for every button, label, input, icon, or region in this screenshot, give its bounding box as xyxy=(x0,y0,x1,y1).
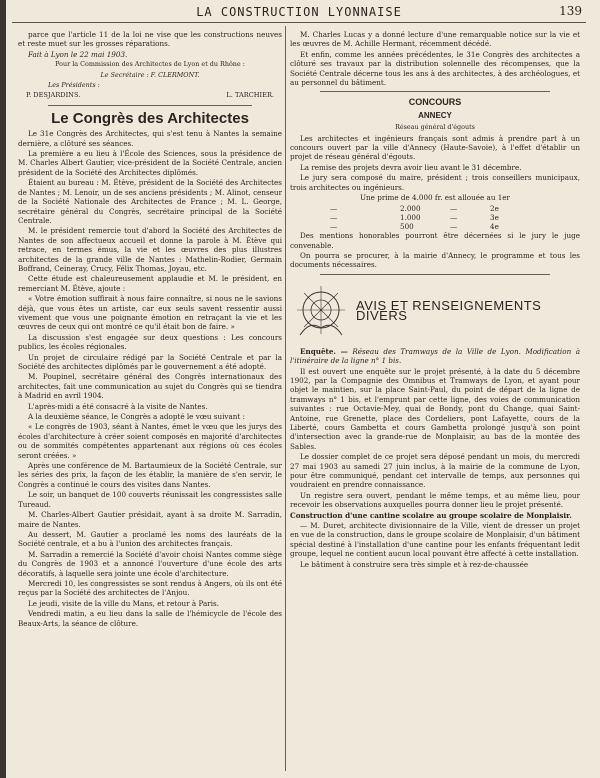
prize-row xyxy=(290,213,580,222)
prize-rank: 4e xyxy=(490,221,499,231)
cantine-paragraph: — M. Duret, architecte divisionnaire de la Ville, vient de dresser un projet en vue de la construction, dans le groupe scolaire de Monplaisir, d'un bâtiment spécial destiné à l'installation d'une cantine pour les enfants fréquentant ledit groupe, lequel ne contient aucun local pouvant être affecté à cette installation. xyxy=(290,521,580,559)
prize-rank: 2e xyxy=(490,203,499,213)
annecy-heading: ANNECY xyxy=(418,110,452,120)
section-rule xyxy=(48,105,252,106)
prize-amount: 2.000 xyxy=(400,203,421,213)
prize-rank: 3e xyxy=(490,212,499,222)
column-divider xyxy=(285,26,286,771)
enquete-title: Réseau des Tramways de la Ville de Lyon. Modification à l'itinéraire de la ligne n° 1 bis. xyxy=(290,346,580,366)
commission-line: Pour la Commission des Architectes de Lyon et du Rhône : xyxy=(55,60,245,69)
dateline: Fait à Lyon le 22 mai 1903. xyxy=(28,49,128,59)
concours-paragraph: Le jury sera composé du maire, président ; trois conseillers municipaux, trois architectes ou ingénieurs. xyxy=(290,173,580,192)
article-paragraph: Étaient au bureau : M. Étève, président de la Société des Architectes de Nantes ; M. Lenoir, un de ses anciens présidents ; M. Alinot, censeur de la Société Nationale des Architectes de France ; M. L. George, secrétaire général du Congrès, secrétaire principal de la Société Centrale. xyxy=(18,178,282,225)
cantine-lead: Construction d'une cantine scolaire au groupe scolaire de Monplaisir. xyxy=(290,510,572,520)
left-column xyxy=(18,30,282,770)
prize-dash: — xyxy=(330,203,338,213)
concours-heading: CONCOURS xyxy=(408,97,462,108)
notice-paragraph: M. Charles Lucas y a donné lecture d'une remarquable notice sur la vie et les œuvres de M. Achille Hermant, récemment décédé. xyxy=(290,30,580,49)
avis-title: AVIS ET RENSEIGNEMENTS DIVERS xyxy=(356,298,542,323)
prize-table xyxy=(290,204,580,232)
prize-amount: 500 xyxy=(400,221,414,231)
concours-paragraph: La remise des projets devra avoir lieu avant le 31 décembre. xyxy=(300,162,522,172)
article-paragraph: M. le président remercie tout d'abord la Société des Architectes de Nantes de son affectueux accueil et donne la parole à M. Étève qui retrace, en termes émus, la vie et les œuvres des plus illustres architectes de la grande ville de Nantes : Mathelin-Rodier, Germain Boffrand, Ceineray, Crucy, Félix Thomas, Joyau, etc. xyxy=(18,226,282,273)
article-paragraph: Mercredi 10, les congressistes se sont rendus à Angers, où ils ont été reçus par la Société des architectes de l'Anjou. xyxy=(18,578,282,598)
intro-paragraph: parce que l'article 11 de la loi ne vise que les constructions neuves et reste muet sur les grosses réparations. xyxy=(18,30,282,49)
article-paragraph: L'après-midi a été consacré à la visite de Nantes. xyxy=(28,401,208,411)
running-header xyxy=(12,0,586,23)
prize-dash2: — xyxy=(450,221,458,231)
presidents-label: Les Présidents : xyxy=(48,81,100,90)
article-paragraph: Un projet de circulaire rédigé par la Société Centrale et par la Société des architectes diplômés par le gouvernement a été adopté. xyxy=(18,352,282,371)
section-rule-2 xyxy=(320,91,550,92)
article-paragraph: La première a eu lieu à l'École des Sciences, sous la présidence de M. Charles Albert Gautier, vice-président de la Société Centrale, ancien président de la Société des Architectes diplômés. xyxy=(18,149,282,177)
prize-dash: — xyxy=(330,221,338,231)
prize-row xyxy=(290,222,580,231)
notice-paragraph: Et enfin, comme les années précédentes, le 31e Congrès des architectes a clôturé ses travaux par la distribution solennelle des récompenses, que la Société Centrale décerne tous les ans à des architectes, à des archéologues, et au personnel du bâtiment. xyxy=(290,49,580,88)
prize-intro: Une prime de 4.000 fr. est allouée au 1er xyxy=(360,193,510,203)
concours-paragraph: On pourra se procurer, à la mairie d'Annecy, le programme et tous les documents nécessaires. xyxy=(290,250,580,270)
article-paragraph: A la deuxième séance, le Congrès a adopté le vœu suivant : xyxy=(28,412,245,422)
enquete-paragraph: Il est ouvert une enquête sur le projet présenté, à la date du 5 décembre 1902, par la Compagnie des Omnibus et Tramways de Lyon, et ayant pour objet le maintien, sur la place Saint-Paul, du point de départ de la ligne de tramways n° 1 bis, et l'emprunt par cette ligne, des voies de communication suivantes : rue Octavie-Mey, quai de Bondy, pont du Change, quai Saint-Antoine, rue Grenette, place des Cordeliers, pont Lafayette, cours de la Liberté, cours Gambetta et cours Gambetta prolongé jusqu'à son point d'intersection avec la grande-rue de Monplaisir, au bas de la montée des Sables. xyxy=(290,366,580,451)
enquete-paragraph: Un registre sera ouvert, pendant le même temps, et au même lieu, pour recevoir les observations auxquelles pourra donner lieu le projet présenté. xyxy=(290,490,580,510)
article-paragraph: « Le congrès de 1903, séant à Nantes, émet le vœu que les jurys des écoles d'architecture à créer soient composés en majorité d'architectes ou de sommités compétentes appartenant aux régions où ces écoles seront créées. » xyxy=(18,422,282,460)
annecy-subheading: Réseau général d'égouts xyxy=(395,123,475,132)
enquete-paragraph: Le dossier complet de ce projet sera déposé pendant un mois, du mercredi 27 mai 1903 au samedi 27 juin inclus, à la mairie de la commune de Lyon, pour être communiqué, pendant cet intervalle de temps, aux personnes qui voudraient en prendre connaissance. xyxy=(290,452,580,490)
enquete-lead: Enquête. — xyxy=(300,346,348,356)
right-column xyxy=(290,30,580,770)
prize-amount: 1.000 xyxy=(400,212,421,222)
avis-banner xyxy=(290,279,580,343)
article-paragraph: « Votre émotion suffirait à nous faire connaître, si nous ne le savions déjà, que vous êtes un artiste, car eux seuls savent ressentir aussi vivement que vous une poignante émotion en retraçant la vie et les œuvres de ceux qui ont montré ce qu'il était bon de faire. » xyxy=(18,294,282,332)
page-number: 139 xyxy=(559,4,582,18)
enquete-paragraph xyxy=(290,347,580,366)
article-paragraph: M. Poupinel, secrétaire général des Congrès internationaux des architectes, fait une communication au sujet du Congrès qui se tiendra à Madrid en avril 1904. xyxy=(18,372,282,401)
concours-paragraph: Les architectes et ingénieurs français sont admis à prendre part à un concours ouvert par la ville d'Annecy (Haute-Savoie), à l'effet d'établir un projet de réseau général d'égouts. xyxy=(290,133,580,162)
prize-dash2: — xyxy=(450,203,458,213)
prize-dash2: — xyxy=(450,212,458,222)
enquete-body xyxy=(290,367,580,510)
prize-dash: — xyxy=(330,212,338,222)
president-2: L. TARCHIER. xyxy=(226,91,274,100)
article-paragraph: Au dessert, M. Gautier a proclamé les noms des lauréats de la Société centrale, et a bu à l'union des architectes français. xyxy=(18,529,282,549)
prize-row xyxy=(290,204,580,213)
secretary-line: Le Secrétaire : F. CLERMONT. xyxy=(100,70,200,79)
concours-paragraph: Des mentions honorables pourront être décernées si le jury le juge convenable. xyxy=(290,231,580,250)
concours-body xyxy=(290,134,580,192)
article-paragraph: Le soir, un banquet de 100 couverts réunissait les congressistes salle Tureaud. xyxy=(18,490,282,509)
binding-edge xyxy=(0,0,6,778)
article-heading: Le Congrès des Architectes xyxy=(51,109,249,127)
cantine-paragraph: Le bâtiment à construire sera très simple et à rez-de-chaussée xyxy=(300,559,529,569)
article-paragraph: Après une conférence de M. Bartaumieux de la Société Centrale, sur les séries des prix, la façon de les établir, la manière de s'en servir, le Congrès a continué le cours des visites dans Nantes. xyxy=(18,461,282,489)
president-1: P. DESJARDINS. xyxy=(26,91,81,100)
article-paragraph: M. Charles-Albert Gautier présidait, ayant à sa droite M. Sarradin, maire de Nantes. xyxy=(18,510,282,529)
ornament-icon xyxy=(290,280,352,342)
presidents-signatures xyxy=(18,91,282,100)
article-paragraph: Cette étude est chaleureusement applaudie et M. le président, en remerciant M. Étève, ajoute : xyxy=(18,274,282,293)
concours-body-2 xyxy=(290,231,580,270)
article-paragraph: Le 31e Congrès des Architectes, qui s'est tenu à Nantes la semaine dernière, a clôturé ses séances. xyxy=(18,129,282,148)
article-paragraph: Vendredi matin, a eu lieu dans la salle de l'hémicycle de l'école des Beaux-Arts, la séance de clôture. xyxy=(18,609,282,628)
article-paragraph: M. Sarradin a remercié la Société d'avoir choisi Nantes comme siège du Congrès de 1903 et a annoncé l'ouverture d'une école des arts décoratifs, à laquelle sera jointe une école d'architecture. xyxy=(18,549,282,578)
article-paragraph: La discussion s'est engagée sur deux questions : Les concours publics, les écoles régionales. xyxy=(18,332,282,352)
notice-body xyxy=(290,30,580,87)
article-body xyxy=(18,129,282,628)
cantine-body xyxy=(290,521,580,569)
article-paragraph: Le jeudi, visite de la ville du Mans, et retour à Paris. xyxy=(28,598,219,608)
section-rule-3 xyxy=(320,274,550,275)
journal-title: LA CONSTRUCTION LYONNAISE xyxy=(196,5,402,19)
